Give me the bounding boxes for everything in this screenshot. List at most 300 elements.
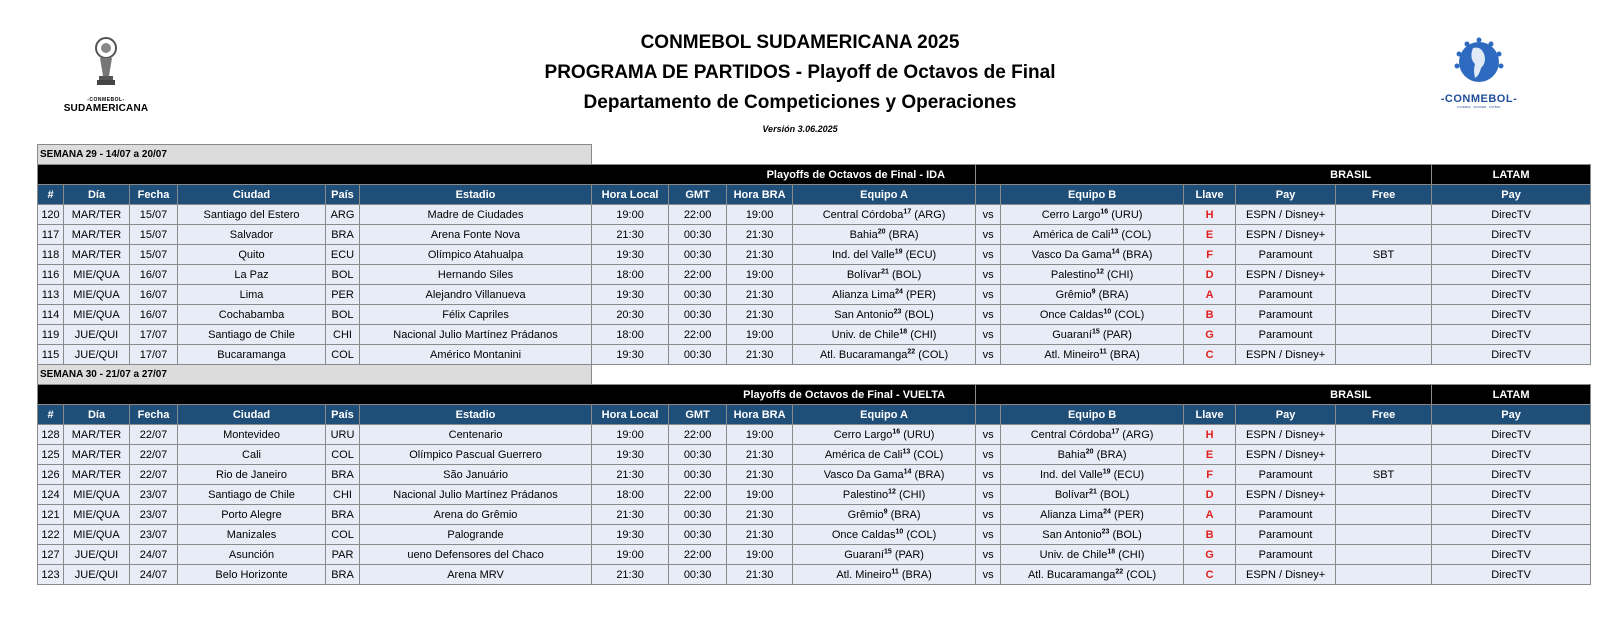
cell-local: 18:00 <box>592 265 669 285</box>
cell-pais: COL <box>326 445 360 465</box>
cell-fecha: 23/07 <box>130 525 178 545</box>
phase-title: Playoffs de Octavos de Final - VUELTA <box>38 385 976 405</box>
cell-gmt: 22:00 <box>669 425 727 445</box>
cell-bra: 19:00 <box>727 325 793 345</box>
cell-num: 128 <box>38 425 64 445</box>
column-header: Pay <box>1432 185 1591 205</box>
cell-num: 118 <box>38 245 64 265</box>
cell-free <box>1336 505 1432 525</box>
cell-estadio: Arena Fonte Nova <box>360 225 592 245</box>
column-header: Hora Local <box>592 185 669 205</box>
cell-local: 21:30 <box>592 225 669 245</box>
column-header: Hora Local <box>592 405 669 425</box>
column-header: Equipo A <box>793 185 976 205</box>
cell-local: 19:30 <box>592 525 669 545</box>
cell-free: SBT <box>1336 465 1432 485</box>
cell-llave: E <box>1184 225 1236 245</box>
match-row <box>38 205 1591 225</box>
cell-pais: BRA <box>326 505 360 525</box>
sudamericana-logo <box>58 36 154 114</box>
team-country: (BRA) <box>901 568 932 581</box>
cell-pay: ESPN / Disney+ <box>1236 345 1336 365</box>
semana-label: SEMANA 30 - 21/07 a 27/07 <box>38 365 592 385</box>
cell-latam: DirecTV <box>1432 325 1591 345</box>
cell-estadio: ueno Defensores del Chaco <box>360 545 592 565</box>
team-seed: 23 <box>1101 527 1110 535</box>
trophy-icon <box>86 36 126 90</box>
column-header-row <box>38 405 1591 425</box>
column-header: País <box>326 185 360 205</box>
team-seed: 23 <box>893 307 902 315</box>
cell-vs: vs <box>976 505 1001 525</box>
team-country: (COL) <box>1121 228 1152 241</box>
cell-local: 19:30 <box>592 345 669 365</box>
cell-free <box>1336 565 1432 585</box>
cell-fecha: 22/07 <box>130 465 178 485</box>
cell-vs: vs <box>976 325 1001 345</box>
team-seed: 21 <box>881 267 889 275</box>
cell-ciudad: Bucaramanga <box>178 345 326 365</box>
column-header: Hora BRA <box>727 405 793 425</box>
team-seed: 18 <box>899 327 908 335</box>
cell-latam: DirecTV <box>1432 245 1591 265</box>
cell-equipo-a <box>793 465 976 485</box>
team-name: Palestino <box>1050 268 1097 281</box>
match-row <box>38 245 1591 265</box>
logo-name: SUDAMERICANA <box>63 103 149 114</box>
brasil-header: BRASIL <box>976 165 1432 185</box>
cell-local: 19:30 <box>592 285 669 305</box>
cell-num: 119 <box>38 325 64 345</box>
cell-gmt: 22:00 <box>669 325 727 345</box>
title-program: PROGRAMA DE PARTIDOS - Playoff de Octavos de Final <box>544 62 1056 83</box>
cell-equipo-a <box>793 265 976 285</box>
cell-equipo-a <box>793 485 976 505</box>
match-row <box>38 265 1591 285</box>
cell-dia: MAR/TER <box>64 445 130 465</box>
cell-latam: DirecTV <box>1432 305 1591 325</box>
match-row <box>38 465 1591 485</box>
cell-llave: G <box>1184 325 1236 345</box>
team-name: Ind. del Valle <box>831 248 895 261</box>
cell-pay: ESPN / Disney+ <box>1236 445 1336 465</box>
cell-fecha: 24/07 <box>130 545 178 565</box>
cell-pay: ESPN / Disney+ <box>1236 265 1336 285</box>
cell-latam: DirecTV <box>1432 485 1591 505</box>
cell-gmt: 00:30 <box>669 445 727 465</box>
cell-fecha: 15/07 <box>130 245 178 265</box>
cell-bra: 19:00 <box>727 265 793 285</box>
cell-llave: D <box>1184 265 1236 285</box>
cell-estadio: Nacional Julio Martínez Prádanos <box>360 325 592 345</box>
cell-equipo-b <box>1001 445 1184 465</box>
cell-llave: C <box>1184 345 1236 365</box>
globe-icon <box>1451 36 1507 88</box>
team-seed: 22 <box>1115 567 1124 575</box>
cell-pay: Paramount <box>1236 245 1336 265</box>
cell-pais: CHI <box>326 485 360 505</box>
cell-ciudad: Quito <box>178 245 326 265</box>
cell-bra: 19:00 <box>727 485 793 505</box>
cell-equipo-b <box>1001 425 1184 445</box>
cell-latam: DirecTV <box>1432 425 1591 445</box>
match-row <box>38 325 1591 345</box>
cell-llave: E <box>1184 445 1236 465</box>
phase-title: Playoffs de Octavos de Final - IDA <box>38 165 976 185</box>
cell-fecha: 17/07 <box>130 345 178 365</box>
cell-latam: DirecTV <box>1432 565 1591 585</box>
cell-dia: MIE/QUA <box>64 525 130 545</box>
team-name: América de Cali <box>824 448 903 461</box>
cell-pais: BRA <box>326 225 360 245</box>
column-header <box>976 185 1001 205</box>
cell-gmt: 00:30 <box>669 305 727 325</box>
team-name: Atl. Bucaramanga <box>1027 568 1116 581</box>
cell-dia: MIE/QUA <box>64 285 130 305</box>
cell-pay: Paramount <box>1236 305 1336 325</box>
team-name: Cerro Largo <box>833 428 893 441</box>
column-header: Pay <box>1236 185 1336 205</box>
column-header: Llave <box>1184 405 1236 425</box>
cell-free <box>1336 525 1432 545</box>
cell-equipo-a <box>793 565 976 585</box>
semana-row <box>38 145 1591 165</box>
cell-ciudad: Belo Horizonte <box>178 565 326 585</box>
cell-fecha: 15/07 <box>130 205 178 225</box>
team-name: Bolívar <box>846 268 882 281</box>
cell-free <box>1336 325 1432 345</box>
column-header: Pay <box>1236 405 1336 425</box>
cell-vs: vs <box>976 305 1001 325</box>
cell-dia: JUE/QUI <box>64 545 130 565</box>
cell-equipo-b <box>1001 345 1184 365</box>
match-row <box>38 425 1591 445</box>
semana-label: SEMANA 29 - 14/07 a 20/07 <box>38 145 592 165</box>
cell-num: 125 <box>38 445 64 465</box>
cell-latam: DirecTV <box>1432 225 1591 245</box>
team-name: Grêmio <box>1055 288 1092 301</box>
team-country: (BOL) <box>904 308 934 321</box>
cell-llave: B <box>1184 525 1236 545</box>
team-seed: 18 <box>1107 547 1116 555</box>
cell-gmt: 00:30 <box>669 525 727 545</box>
column-header: Ciudad <box>178 185 326 205</box>
match-row <box>38 445 1591 465</box>
team-seed: 11 <box>1099 347 1107 355</box>
match-row <box>38 225 1591 245</box>
cell-num: 117 <box>38 225 64 245</box>
cell-num: 114 <box>38 305 64 325</box>
cell-fecha: 22/07 <box>130 445 178 465</box>
page-header <box>0 0 1600 140</box>
cell-dia: MAR/TER <box>64 205 130 225</box>
column-header: Free <box>1336 185 1432 205</box>
team-name: Once Caldas <box>831 528 896 541</box>
team-country: (ARG) <box>914 208 946 221</box>
team-country: (BOL) <box>1099 488 1130 501</box>
cell-equipo-b <box>1001 465 1184 485</box>
team-name: Atl. Mineiro <box>1044 348 1100 361</box>
latam-header: LATAM <box>1432 385 1591 405</box>
team-name: Vasco Da Gama <box>1031 248 1112 261</box>
team-country: (COL) <box>1114 308 1145 321</box>
brasil-header: BRASIL <box>976 385 1432 405</box>
cell-ciudad: Montevideo <box>178 425 326 445</box>
team-seed: 17 <box>1111 427 1120 435</box>
cell-estadio: Nacional Julio Martínez Prádanos <box>360 485 592 505</box>
team-country: (URU) <box>1111 208 1143 221</box>
cell-gmt: 00:30 <box>669 565 727 585</box>
cell-num: 120 <box>38 205 64 225</box>
cell-dia: JUE/QUI <box>64 345 130 365</box>
match-row <box>38 485 1591 505</box>
team-name: Grêmio <box>847 508 884 521</box>
cell-pais: ECU <box>326 245 360 265</box>
cell-vs: vs <box>976 565 1001 585</box>
team-name: América de Cali <box>1032 228 1111 241</box>
cell-equipo-a <box>793 305 976 325</box>
cell-local: 20:30 <box>592 305 669 325</box>
team-name: Guaraní <box>844 548 884 561</box>
cell-vs: vs <box>976 285 1001 305</box>
team-name: Univ. de Chile <box>1039 548 1108 561</box>
cell-free <box>1336 485 1432 505</box>
cell-llave: F <box>1184 245 1236 265</box>
cell-free <box>1336 445 1432 465</box>
team-seed: 10 <box>895 527 904 535</box>
team-country: (BRA) <box>890 508 921 521</box>
cell-ciudad: Cochabamba <box>178 305 326 325</box>
cell-latam: DirecTV <box>1432 525 1591 545</box>
column-header: Fecha <box>130 185 178 205</box>
team-name: Vasco Da Gama <box>823 468 904 481</box>
team-name: Atl. Mineiro <box>836 568 892 581</box>
cell-equipo-b <box>1001 525 1184 545</box>
match-row <box>38 285 1591 305</box>
cell-bra: 21:30 <box>727 345 793 365</box>
cell-pais: BOL <box>326 265 360 285</box>
cell-llave: A <box>1184 285 1236 305</box>
cell-pay: Paramount <box>1236 505 1336 525</box>
cell-gmt: 22:00 <box>669 265 727 285</box>
column-header: Equipo A <box>793 405 976 425</box>
cell-pay: Paramount <box>1236 525 1336 545</box>
cell-equipo-a <box>793 205 976 225</box>
cell-local: 21:30 <box>592 565 669 585</box>
team-seed: 20 <box>877 227 886 235</box>
cell-local: 19:00 <box>592 205 669 225</box>
cell-estadio: Madre de Ciudades <box>360 205 592 225</box>
cell-fecha: 16/07 <box>130 265 178 285</box>
column-header: Estadio <box>360 405 592 425</box>
cell-pay: ESPN / Disney+ <box>1236 485 1336 505</box>
cell-equipo-a <box>793 505 976 525</box>
cell-gmt: 00:30 <box>669 285 727 305</box>
column-header: Hora BRA <box>727 185 793 205</box>
cell-estadio: Arena MRV <box>360 565 592 585</box>
cell-ciudad: Santiago de Chile <box>178 485 326 505</box>
team-seed: 12 <box>1096 267 1104 275</box>
column-header: Fecha <box>130 405 178 425</box>
cell-fecha: 24/07 <box>130 565 178 585</box>
cell-num: 127 <box>38 545 64 565</box>
match-row <box>38 545 1591 565</box>
cell-vs: vs <box>976 205 1001 225</box>
cell-fecha: 23/07 <box>130 505 178 525</box>
cell-pais: ARG <box>326 205 360 225</box>
cell-equipo-b <box>1001 485 1184 505</box>
column-header: País <box>326 405 360 425</box>
column-header: Ciudad <box>178 405 326 425</box>
team-country: (PAR) <box>894 548 924 561</box>
cell-vs: vs <box>976 525 1001 545</box>
cell-bra: 21:30 <box>727 245 793 265</box>
column-header: Pay <box>1432 405 1591 425</box>
team-name: Alianza Lima <box>832 288 896 301</box>
team-seed: 9 <box>883 507 888 515</box>
column-header: Free <box>1336 405 1432 425</box>
team-country: (BRA) <box>1122 248 1153 261</box>
cell-pay: ESPN / Disney+ <box>1236 565 1336 585</box>
team-name: Central Córdoba <box>822 208 904 221</box>
cell-dia: MIE/QUA <box>64 505 130 525</box>
cell-gmt: 00:30 <box>669 505 727 525</box>
cell-gmt: 22:00 <box>669 485 727 505</box>
cell-vs: vs <box>976 425 1001 445</box>
team-seed: 13 <box>902 447 911 455</box>
cell-bra: 19:00 <box>727 425 793 445</box>
team-country: (PER) <box>906 288 936 301</box>
cell-vs: vs <box>976 345 1001 365</box>
schedule-table <box>37 144 1591 585</box>
team-seed: 24 <box>1103 507 1111 515</box>
cell-dia: MAR/TER <box>64 225 130 245</box>
cell-free <box>1336 225 1432 245</box>
cell-equipo-a <box>793 525 976 545</box>
cell-pais: COL <box>326 345 360 365</box>
team-country: (BOL) <box>891 268 922 281</box>
column-header: GMT <box>669 405 727 425</box>
cell-estadio: Palogrande <box>360 525 592 545</box>
cell-free <box>1336 285 1432 305</box>
column-header: Estadio <box>360 185 592 205</box>
cell-vs: vs <box>976 225 1001 245</box>
cell-pay: Paramount <box>1236 465 1336 485</box>
cell-free <box>1336 305 1432 325</box>
team-country: (PAR) <box>1102 328 1132 341</box>
cell-ciudad: Lima <box>178 285 326 305</box>
team-seed: 22 <box>907 347 916 355</box>
cell-ciudad: Santiago del Estero <box>178 205 326 225</box>
team-seed: 13 <box>1110 227 1119 235</box>
cell-estadio: São Januário <box>360 465 592 485</box>
team-name: San Antonio <box>834 308 894 321</box>
cell-dia: MAR/TER <box>64 245 130 265</box>
team-seed: 20 <box>1085 447 1094 455</box>
cell-llave: D <box>1184 485 1236 505</box>
cell-estadio: Centenario <box>360 425 592 445</box>
column-header: Día <box>64 185 130 205</box>
cell-pais: BRA <box>326 565 360 585</box>
cell-num: 122 <box>38 525 64 545</box>
cell-llave: C <box>1184 565 1236 585</box>
cell-num: 123 <box>38 565 64 585</box>
cell-local: 19:00 <box>592 425 669 445</box>
cell-pay: ESPN / Disney+ <box>1236 225 1336 245</box>
cell-estadio: Américo Montanini <box>360 345 592 365</box>
cell-pais: URU <box>326 425 360 445</box>
team-name: Bahia <box>1057 448 1086 461</box>
cell-equipo-b <box>1001 305 1184 325</box>
cell-ciudad: La Paz <box>178 265 326 285</box>
team-country: (BRA) <box>1098 288 1129 301</box>
cell-llave: H <box>1184 425 1236 445</box>
cell-fecha: 15/07 <box>130 225 178 245</box>
cell-ciudad: Manizales <box>178 525 326 545</box>
team-country: (COL) <box>918 348 949 361</box>
cell-pay: ESPN / Disney+ <box>1236 205 1336 225</box>
cell-equipo-b <box>1001 225 1184 245</box>
team-country: (COL) <box>906 528 937 541</box>
team-seed: 12 <box>888 487 896 495</box>
cell-latam: DirecTV <box>1432 545 1591 565</box>
cell-pay: ESPN / Disney+ <box>1236 425 1336 445</box>
team-seed: 21 <box>1089 487 1097 495</box>
cell-llave: A <box>1184 505 1236 525</box>
team-name: Alianza Lima <box>1040 508 1104 521</box>
match-row <box>38 525 1591 545</box>
cell-equipo-a <box>793 225 976 245</box>
cell-pais: COL <box>326 525 360 545</box>
team-seed: 15 <box>1091 327 1100 335</box>
cell-num: 124 <box>38 485 64 505</box>
team-name: Central Córdoba <box>1030 428 1112 441</box>
cell-dia: MIE/QUA <box>64 265 130 285</box>
cell-pais: BRA <box>326 465 360 485</box>
team-name: Ind. del Valle <box>1039 468 1103 481</box>
cell-equipo-b <box>1001 545 1184 565</box>
cell-bra: 21:30 <box>727 525 793 545</box>
team-country: (BRA) <box>1096 448 1127 461</box>
team-name: San Antonio <box>1042 528 1102 541</box>
cell-local: 19:30 <box>592 445 669 465</box>
match-row <box>38 305 1591 325</box>
cell-equipo-a <box>793 285 976 305</box>
cell-free <box>1336 205 1432 225</box>
team-seed: 24 <box>895 287 903 295</box>
cell-bra: 19:00 <box>727 205 793 225</box>
column-header: Equipo B <box>1001 185 1184 205</box>
team-country: (CHI) <box>1118 548 1145 561</box>
column-header: # <box>38 185 64 205</box>
cell-dia: JUE/QUI <box>64 325 130 345</box>
cell-pais: CHI <box>326 325 360 345</box>
cell-bra: 21:30 <box>727 285 793 305</box>
column-header: Equipo B <box>1001 405 1184 425</box>
cell-pais: BOL <box>326 305 360 325</box>
cell-ciudad: Santiago de Chile <box>178 325 326 345</box>
cell-num: 126 <box>38 465 64 485</box>
cell-llave: G <box>1184 545 1236 565</box>
team-country: (PER) <box>1114 508 1144 521</box>
cell-latam: DirecTV <box>1432 285 1591 305</box>
cell-llave: H <box>1184 205 1236 225</box>
team-name: Cerro Largo <box>1041 208 1101 221</box>
cell-vs: vs <box>976 445 1001 465</box>
cell-free <box>1336 265 1432 285</box>
title-main: CONMEBOL SUDAMERICANA 2025 <box>640 32 960 53</box>
cell-num: 115 <box>38 345 64 365</box>
